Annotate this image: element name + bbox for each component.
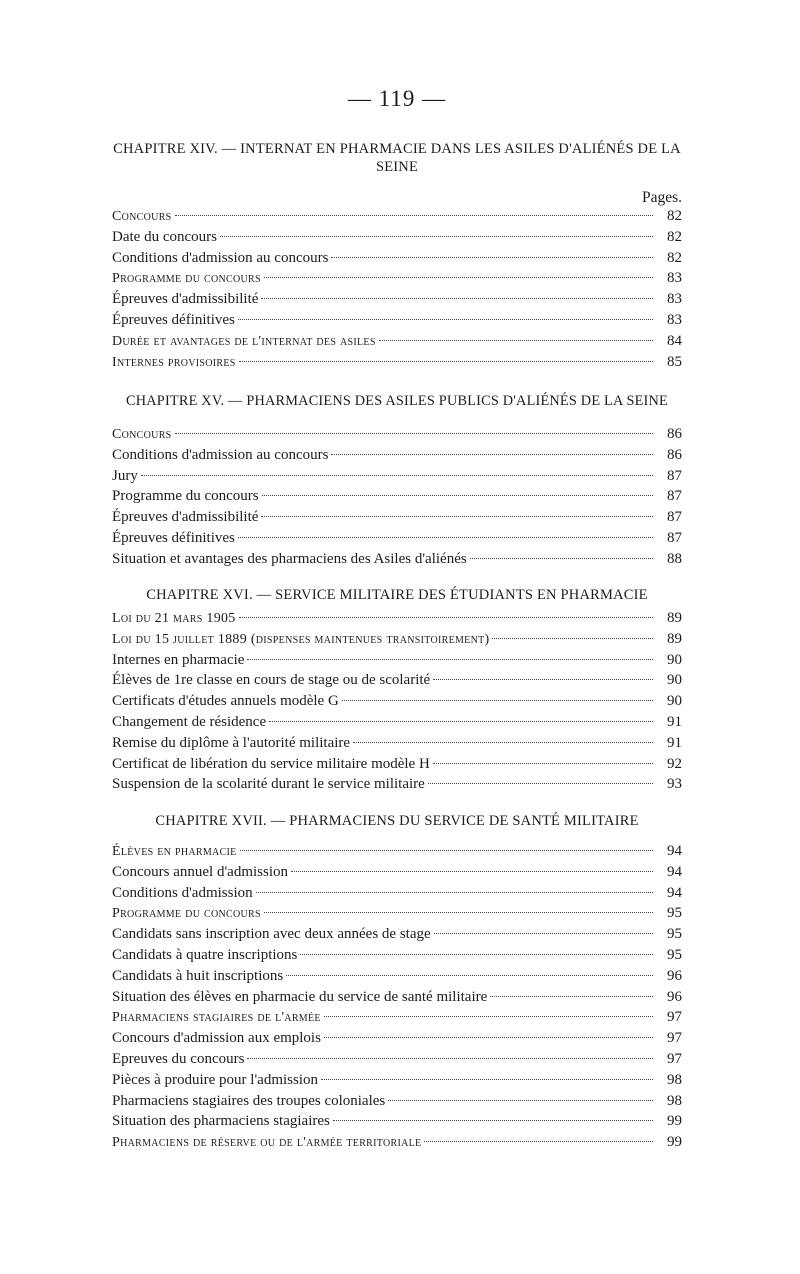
toc-entry-page: 83 [667,291,682,308]
dot-leader [331,454,653,455]
toc-entry-page: 90 [667,693,682,710]
toc-entry-label: Changement de résidence [112,713,267,730]
toc-entry [112,509,682,530]
toc-entry-label: Pharmaciens stagiaires de l'armée [112,1010,321,1026]
toc-entry-page: 86 [667,426,682,442]
toc-entry [112,968,682,989]
toc-entry-label: Candidats sans inscription avec deux années de stage [112,926,431,943]
toc-entry-label: Durée et avantages de l'internat des asiles [112,333,376,349]
toc-entry-label: Conditions d'admission [112,884,253,901]
dot-leader [261,298,653,299]
toc-entry-label: Candidats à quatre inscriptions [112,946,298,963]
dot-leader [247,659,653,660]
toc-entry-label: Internes provisoires [112,354,236,370]
toc-entry [112,714,682,735]
toc-entry [112,426,682,447]
toc-entry-page: 97 [667,1050,682,1067]
toc-entry [112,250,682,271]
toc-entry [112,354,682,375]
toc-entry [112,1113,682,1134]
toc-entry-page: 96 [667,967,682,984]
toc-entry [112,843,682,864]
toc-entry [112,447,682,468]
toc-entry-label: Concours [112,427,172,442]
toc-entry-page: 90 [667,651,682,668]
toc-entry [112,989,682,1010]
chapter-xvii-title: CHAPITRE XVII. — PHARMACIENS DU SERVICE DE SANTÉ MILITAIRE [155,813,639,829]
dot-leader [388,1100,653,1101]
toc-entry-page: 99 [667,1113,682,1130]
dot-leader [353,742,653,743]
toc-entry-label: Pièces à produire pour l'admission [112,1071,318,1088]
toc-entry-page: 82 [667,208,682,224]
dot-leader [220,236,653,237]
toc-entry [112,1093,682,1114]
toc-entry [112,652,682,673]
toc-entry-label: Situation et avantages des pharmaciens des Asiles d'aliénés [112,550,467,567]
dot-leader [264,912,653,913]
toc-entry [112,905,682,926]
dot-leader [175,215,653,216]
toc-entry [112,864,682,885]
dot-leader [240,850,653,851]
toc-entry [112,312,682,333]
toc-entry [112,229,682,250]
toc-entry [112,610,682,631]
toc-entry-label: Remise du diplôme à l'autorité militaire [112,734,351,751]
toc-entry-label: Loi du 21 mars 1905 [112,611,236,626]
dot-leader [141,475,653,476]
toc-entry [112,468,682,489]
toc-entry-page: 94 [667,843,682,859]
toc-entry-page: 87 [667,529,682,546]
dot-leader [490,996,653,997]
dot-leader [433,763,653,764]
toc-entry [112,1009,682,1030]
toc-entry-label: Concours d'admission aux emplois [112,1030,321,1047]
toc-entry [112,735,682,756]
dot-leader [470,558,653,559]
toc-entry-label: Épreuves définitives [112,311,235,328]
dot-leader [175,433,653,434]
toc-entry-page: 97 [667,1030,682,1047]
toc-entry-label: Pharmaciens stagiaires des troupes coloniales [112,1092,386,1109]
toc-entry [112,270,682,291]
toc-entry [112,551,682,572]
toc-entry-page: 94 [667,863,682,880]
dot-leader [239,617,653,618]
toc-entry-label: Épreuves d'admissibilité [112,509,259,526]
dot-leader [286,975,653,976]
toc-entry-label: Programme du concours [112,271,261,287]
toc-entry [112,1051,682,1072]
chapter-xv-entries [112,426,682,572]
dot-leader [333,1120,653,1121]
dot-leader [424,1141,653,1142]
toc-entry-label: Programme du concours [112,906,261,922]
chapter-xvii-entries [112,843,682,1155]
toc-entry-page: 86 [667,446,682,463]
toc-entry-page: 89 [667,630,682,647]
dot-leader [239,361,653,362]
dot-leader [342,700,653,701]
dot-leader [433,679,653,680]
toc-entry-page: 98 [667,1092,682,1109]
dot-leader [256,892,653,893]
toc-entry-label: Date du concours [112,228,217,245]
chapter-xvi-title: CHAPITRE XVI. — SERVICE MILITAIRE DES ÉTUDIANTS EN PHARMACIE [146,587,648,603]
toc-entry-page: 87 [667,488,682,505]
toc-entry-label: Pharmaciens de réserve ou de l'armée territoriale [112,1135,422,1151]
toc-entry-label: Epreuves du concours [112,1050,245,1067]
toc-entry-page: 89 [667,610,682,626]
chapter-xiv-title: CHAPITRE XIV. — INTERNAT EN PHARMACIE DANS LES ASILES D'ALIÉNÉS DE LA SEINE [113,141,681,175]
dot-leader [300,954,653,955]
toc-entry-page: 85 [667,353,682,370]
toc-entry-page: 83 [667,311,682,328]
toc-entry [112,208,682,229]
toc-entry-page: 95 [667,946,682,963]
toc-entry-page: 93 [667,776,682,793]
toc-entry-label: Concours [112,209,172,224]
toc-entry [112,693,682,714]
toc-entry-label: Programme du concours [112,488,259,505]
dot-leader [321,1079,653,1080]
dot-leader [238,537,653,538]
toc-entry-label: Conditions d'admission au concours [112,446,329,463]
dot-leader [262,495,653,496]
toc-entry-page: 98 [667,1071,682,1088]
toc-entry-page: 95 [667,926,682,943]
toc-entry-label: Élèves en pharmacie [112,844,237,859]
toc-entry-label: Concours annuel d'admission [112,863,289,880]
toc-entry [112,672,682,693]
dot-leader [379,340,653,341]
dot-leader [264,277,653,278]
dot-leader [331,257,653,258]
toc-entry-label: Internes en pharmacie [112,651,245,668]
chapter-xvi-entries [112,610,682,797]
toc-entry-page: 97 [667,1009,682,1026]
toc-entry-label: Jury [112,467,138,484]
toc-entry-label: Épreuves d'admissibilité [112,291,259,308]
toc-entry-page: 94 [667,884,682,901]
toc-entry-label: Situation des pharmaciens stagiaires [112,1113,330,1130]
dot-leader [269,721,653,722]
toc-entry-page: 87 [667,467,682,484]
dot-leader [238,319,653,320]
dot-leader [428,783,653,784]
toc-entry [112,1030,682,1051]
toc-entry [112,756,682,777]
toc-entry-page: 84 [667,332,682,349]
dot-leader [324,1037,653,1038]
toc-entry-label: Épreuves définitives [112,529,235,546]
toc-entry [112,947,682,968]
page-number: — 119 — [347,86,447,111]
dot-leader [324,1016,653,1017]
toc-entry-label: Suspension de la scolarité durant le service militaire [112,776,425,793]
toc-entry [112,631,682,652]
toc-entry-page: 90 [667,672,682,689]
toc-entry [112,530,682,551]
toc-entry-page: 95 [667,905,682,922]
toc-entry-page: 91 [667,734,682,751]
toc-entry [112,885,682,906]
toc-entry-label: Loi du 15 juillet 1889 (dispenses maintenues transitoirement) [112,631,490,647]
toc-entry-page: 96 [667,988,682,1005]
dot-leader [291,871,653,872]
toc-entry-page: 82 [667,249,682,266]
toc-entry [112,488,682,509]
toc-entry [112,776,682,797]
toc-entry [112,926,682,947]
toc-entry-page: 83 [667,270,682,287]
chapter-xv-title: CHAPITRE XV. — PHARMACIENS DES ASILES PUBLICS D'ALIÉNÉS DE LA SEINE [126,393,668,409]
toc-entry-page: 87 [667,509,682,526]
toc-entry-label: Certificats d'études annuels modèle G [112,693,339,710]
toc-entry-label: Certificat de libération du service militaire modèle H [112,755,430,772]
dot-leader [434,933,653,934]
dot-leader [492,638,653,639]
toc-entry-label: Candidats à huit inscriptions [112,967,284,984]
dot-leader [247,1058,653,1059]
chapter-xiv-entries [112,208,682,374]
toc-entry-page: 92 [667,755,682,772]
toc-entry-page: 99 [667,1134,682,1151]
toc-entry [112,291,682,312]
pages-column-label: Pages. [641,189,682,206]
toc-entry-page: 88 [667,550,682,567]
toc-entry [112,1134,682,1155]
toc-entry-page: 91 [667,713,682,730]
toc-entry [112,333,682,354]
toc-entry [112,1072,682,1093]
dot-leader [261,516,653,517]
toc-entry-label: Conditions d'admission au concours [112,249,329,266]
toc-entry-label: Élèves de 1re classe en cours de stage ou de scolarité [112,672,431,689]
toc-entry-page: 82 [667,228,682,245]
toc-entry-label: Situation des élèves en pharmacie du service de santé militaire [112,988,488,1005]
